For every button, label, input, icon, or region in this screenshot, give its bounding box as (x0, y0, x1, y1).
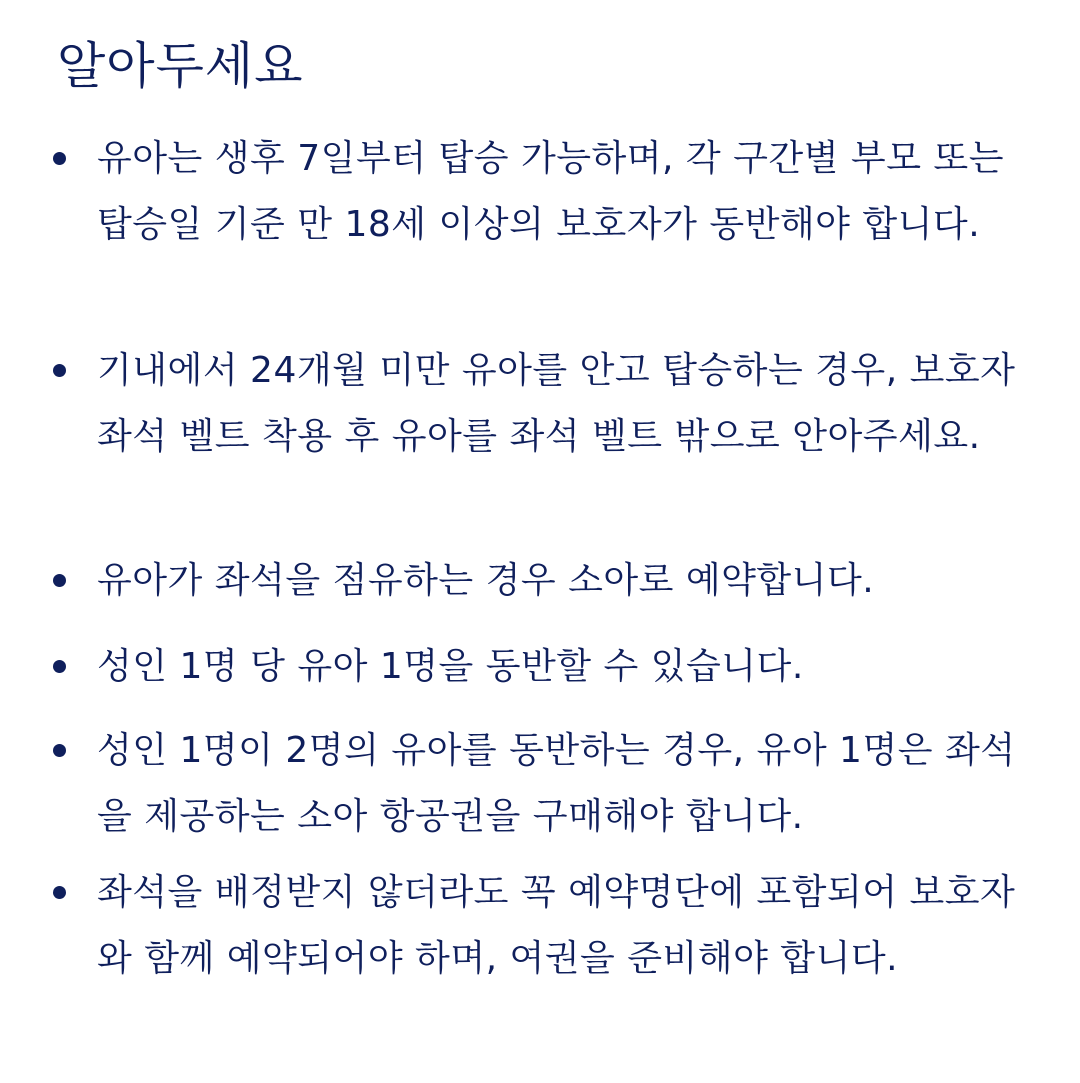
notice-list-item (97, 634, 1017, 700)
bullet-icon (53, 660, 66, 673)
bullet-icon (53, 152, 66, 165)
notice-list-item (97, 860, 1017, 992)
bullet-icon (53, 744, 66, 757)
notice-text: 유아는 생후 7일부터 탑승 가능하며, 각 구간별 부모 또는 탑승일 기준 만 18세 이상의 보호자가 동반해야 합니다. (97, 138, 1004, 245)
notice-text: 유아가 좌석을 점유하는 경우 소아로 예약합니다. (97, 560, 875, 601)
notice-title: 알아두세요 (57, 37, 304, 95)
notice-text: 성인 1명이 2명의 유아를 동반하는 경우, 유아 1명은 좌석을 제공하는 소아 항공권을 구매해야 합니다. (97, 730, 1016, 837)
bullet-icon (53, 574, 66, 587)
notice-text: 좌석을 배정받지 않더라도 꼭 예약명단에 포함되어 보호자와 함께 예약되어야 하며, 여권을 준비해야 합니다. (97, 872, 1016, 979)
notice-list-item (97, 338, 1017, 470)
bullet-icon (53, 886, 66, 899)
notice-list-item (97, 126, 1017, 258)
bullet-icon (53, 364, 66, 377)
notice-text: 성인 1명 당 유아 1명을 동반할 수 있습니다. (97, 646, 804, 687)
notice-list-item (97, 718, 1017, 850)
notice-text: 기내에서 24개월 미만 유아를 안고 탑승하는 경우, 보호자 좌석 벨트 착용 후 유아를 좌석 벨트 밖으로 안아주세요. (97, 350, 1016, 457)
notice-list-item (97, 548, 1017, 614)
